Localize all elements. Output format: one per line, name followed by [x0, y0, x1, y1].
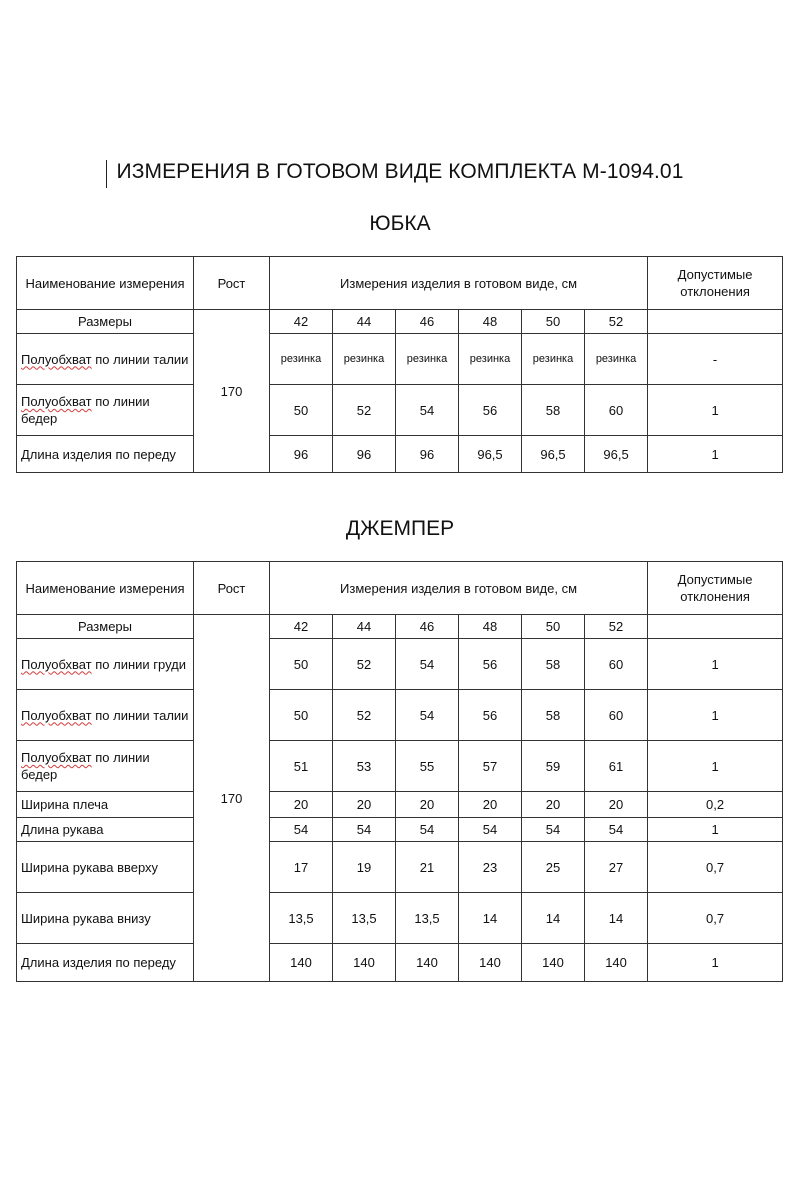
value-cell: резинка	[585, 334, 648, 385]
table-row	[17, 944, 783, 982]
value-cell: 54	[459, 818, 522, 842]
value-cell: 19	[333, 842, 396, 893]
table-row	[17, 792, 783, 818]
value-cell: 27	[585, 842, 648, 893]
value-cell: 140	[333, 944, 396, 982]
size-cell: 48	[459, 615, 522, 639]
header-name: Наименование измерения	[17, 257, 194, 310]
size-cell: 46	[396, 310, 459, 334]
value-cell: 140	[396, 944, 459, 982]
table-row	[17, 334, 783, 385]
size-cell: 42	[270, 615, 333, 639]
header-tolerance: Допустимые отклонения	[648, 562, 783, 615]
measurement-name: Длина изделия по переду	[17, 944, 194, 982]
table-row	[17, 818, 783, 842]
measurement-name: Длина рукава	[17, 818, 194, 842]
tolerance-cell: 1	[648, 944, 783, 982]
header-measurements: Измерения изделия в готовом виде, см	[270, 562, 648, 615]
value-cell: 13,5	[270, 893, 333, 944]
value-cell: 54	[396, 385, 459, 436]
value-cell: 54	[522, 818, 585, 842]
value-cell: 20	[396, 792, 459, 818]
value-cell: резинка	[522, 334, 585, 385]
size-cell: 52	[585, 615, 648, 639]
value-cell: 54	[585, 818, 648, 842]
measurement-name: Полуобхват по линии груди	[17, 639, 194, 690]
value-cell: 60	[585, 690, 648, 741]
value-cell: 20	[333, 792, 396, 818]
value-cell: 140	[459, 944, 522, 982]
document-title: ИЗМЕРЕНИЯ В ГОТОВОМ ВИДЕ КОМПЛЕКТА М-1094.01	[116, 160, 684, 183]
value-cell: 58	[522, 639, 585, 690]
jumper-section-title: ДЖЕМПЕР	[345, 517, 455, 540]
value-cell: 140	[585, 944, 648, 982]
tolerance-cell: -	[648, 334, 783, 385]
empty-cell	[648, 615, 783, 639]
value-cell: 57	[459, 741, 522, 792]
value-cell: 96	[396, 436, 459, 473]
value-cell: 50	[270, 385, 333, 436]
table-header-row	[17, 257, 783, 310]
value-cell: резинка	[270, 334, 333, 385]
tolerance-cell: 1	[648, 436, 783, 473]
value-cell: 51	[270, 741, 333, 792]
value-cell: 56	[459, 690, 522, 741]
value-cell: 96	[270, 436, 333, 473]
tolerance-cell: 1	[648, 741, 783, 792]
size-cell: 42	[270, 310, 333, 334]
measurement-name: Полуобхват по линии бедер	[17, 741, 194, 792]
value-cell: 21	[396, 842, 459, 893]
table-row	[17, 385, 783, 436]
value-cell: 52	[333, 639, 396, 690]
size-cell: 50	[522, 615, 585, 639]
value-cell: 53	[333, 741, 396, 792]
value-cell: 17	[270, 842, 333, 893]
value-cell: 96	[333, 436, 396, 473]
table-header-row	[17, 562, 783, 615]
value-cell: 96,5	[585, 436, 648, 473]
value-cell: 54	[396, 818, 459, 842]
value-cell: 20	[270, 792, 333, 818]
value-cell: 61	[585, 741, 648, 792]
size-cell: 44	[333, 615, 396, 639]
value-cell: 20	[585, 792, 648, 818]
header-measurements: Измерения изделия в готовом виде, см	[270, 257, 648, 310]
value-cell: 23	[459, 842, 522, 893]
table-row	[17, 639, 783, 690]
table-row	[17, 690, 783, 741]
sizes-label: Размеры	[17, 615, 194, 639]
measurement-name: Ширина рукава внизу	[17, 893, 194, 944]
tolerance-cell: 0,7	[648, 842, 783, 893]
value-cell: 14	[459, 893, 522, 944]
measurement-name: Ширина рукава вверху	[17, 842, 194, 893]
value-cell: 140	[522, 944, 585, 982]
measurement-name: Длина изделия по переду	[17, 436, 194, 473]
value-cell: 54	[396, 639, 459, 690]
tolerance-cell: 0,7	[648, 893, 783, 944]
value-cell: 20	[522, 792, 585, 818]
tolerance-cell: 0,2	[648, 792, 783, 818]
value-cell: 58	[522, 385, 585, 436]
value-cell: 54	[333, 818, 396, 842]
value-cell: 56	[459, 385, 522, 436]
skirt-section-title: ЮБКА	[369, 212, 431, 235]
value-cell: 58	[522, 690, 585, 741]
jumper-size-table	[16, 561, 783, 982]
sizes-row	[17, 310, 783, 334]
value-cell: резинка	[459, 334, 522, 385]
value-cell: 140	[270, 944, 333, 982]
value-cell: 52	[333, 690, 396, 741]
value-cell: 60	[585, 385, 648, 436]
value-cell: 54	[270, 818, 333, 842]
value-cell: 52	[333, 385, 396, 436]
sizes-row	[17, 615, 783, 639]
tolerance-cell: 1	[648, 639, 783, 690]
header-name: Наименование измерения	[17, 562, 194, 615]
size-cell: 50	[522, 310, 585, 334]
measurement-name: Ширина плеча	[17, 792, 194, 818]
measurement-name: Полуобхват по линии талии	[17, 334, 194, 385]
value-cell: 60	[585, 639, 648, 690]
value-cell: 96,5	[459, 436, 522, 473]
skirt-size-table	[16, 256, 783, 473]
value-cell: 14	[522, 893, 585, 944]
tolerance-cell: 1	[648, 385, 783, 436]
header-height: Рост	[194, 562, 270, 615]
size-cell: 52	[585, 310, 648, 334]
empty-cell	[648, 310, 783, 334]
value-cell: 50	[270, 690, 333, 741]
value-cell: 55	[396, 741, 459, 792]
table-row	[17, 741, 783, 792]
height-value: 170	[194, 615, 270, 982]
value-cell: резинка	[333, 334, 396, 385]
height-value: 170	[194, 310, 270, 473]
value-cell: 56	[459, 639, 522, 690]
value-cell: 54	[396, 690, 459, 741]
header-tolerance: Допустимые отклонения	[648, 257, 783, 310]
value-cell: 13,5	[396, 893, 459, 944]
value-cell: 96,5	[522, 436, 585, 473]
table-row	[17, 893, 783, 944]
tolerance-cell: 1	[648, 818, 783, 842]
measurement-name: Полуобхват по линии талии	[17, 690, 194, 741]
value-cell: 14	[585, 893, 648, 944]
value-cell: резинка	[396, 334, 459, 385]
header-height: Рост	[194, 257, 270, 310]
tolerance-cell: 1	[648, 690, 783, 741]
size-cell: 44	[333, 310, 396, 334]
value-cell: 59	[522, 741, 585, 792]
value-cell: 20	[459, 792, 522, 818]
value-cell: 13,5	[333, 893, 396, 944]
measurement-name: Полуобхват по линии бедер	[17, 385, 194, 436]
value-cell: 25	[522, 842, 585, 893]
sizes-label: Размеры	[17, 310, 194, 334]
table-row	[17, 842, 783, 893]
size-cell: 48	[459, 310, 522, 334]
value-cell: 50	[270, 639, 333, 690]
table-row	[17, 436, 783, 473]
size-cell: 46	[396, 615, 459, 639]
